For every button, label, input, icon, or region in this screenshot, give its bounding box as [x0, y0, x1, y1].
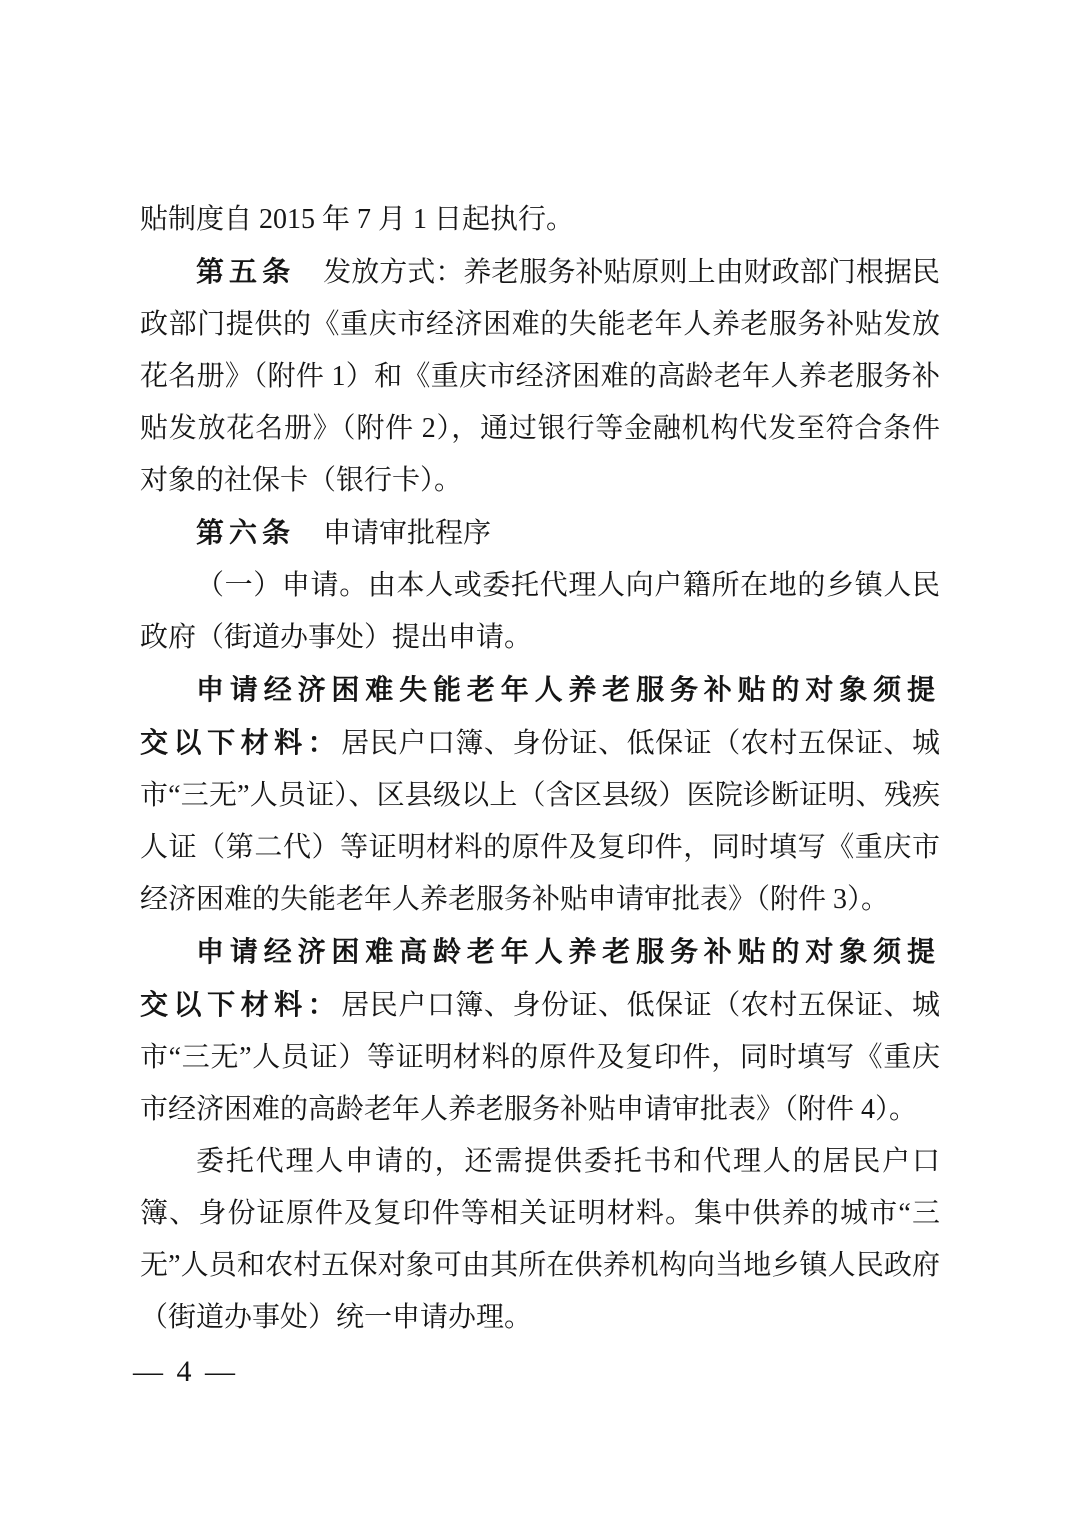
- paragraph: [140, 560, 940, 664]
- paragraph: [140, 507, 940, 560]
- bold-text-run: 第五条: [196, 256, 296, 287]
- page-number: — 4 —: [133, 1355, 238, 1388]
- text-run: 发放方式：养老服务补贴原则上由财政部门根据民政部门提供的《重庆市经济困难的失能老年人养老服务补贴发放花名册》（附件 1）和《重庆市经济困难的高龄老年人养老服务补贴发放花名册》（附件 2），通过银行等金融机构代发至符合条件对象的社保卡（银行卡）。: [140, 257, 940, 496]
- paragraph: [140, 664, 940, 926]
- text-run: 居民户口簿、身份证、低保证（农村五保证、城市“三无”人员证）、区县级以上（含区县级）医院诊断证明、残疾人证（第二代）等证明材料的原件及复印件，同时填写《重庆市经济困难的失能老年人养老服务补贴申请审批表》（附件 3）。: [140, 728, 940, 915]
- bold-text-run: 第六条: [196, 517, 296, 548]
- text-run: 委托代理人申请的，还需提供委托书和代理人的居民户口簿、身份证原件及复印件等相关证明材料。集中供养的城市“三无”人员和农村五保对象可由其所在供养机构向当地乡镇人民政府（街道办事处）统一申请办理。: [140, 1146, 940, 1333]
- paragraph: [140, 194, 940, 246]
- text-run: （一）申请。由本人或委托代理人向户籍所在地的乡镇人民政府（街道办事处）提出申请。: [140, 570, 940, 653]
- paragraph: [140, 1136, 940, 1344]
- text-run: 居民户口簿、身份证、低保证（农村五保证、城市“三无”人员证）等证明材料的原件及复印件，同时填写《重庆市经济困难的高龄老年人养老服务补贴申请审批表》（附件 4）。: [140, 990, 940, 1125]
- text-run: 申请审批程序: [295, 518, 492, 549]
- paragraph: [140, 926, 940, 1136]
- paragraph: [140, 246, 940, 507]
- bold-text-run: 申请经济困难失能老年人养老服务补贴的对象须提交以下材料：: [140, 674, 940, 758]
- text-run: 贴制度自 2015 年 7 月 1 日起执行。: [140, 204, 575, 235]
- document-body: [140, 194, 940, 1344]
- bold-text-run: 申请经济困难高龄老年人养老服务补贴的对象须提交以下材料：: [140, 936, 940, 1020]
